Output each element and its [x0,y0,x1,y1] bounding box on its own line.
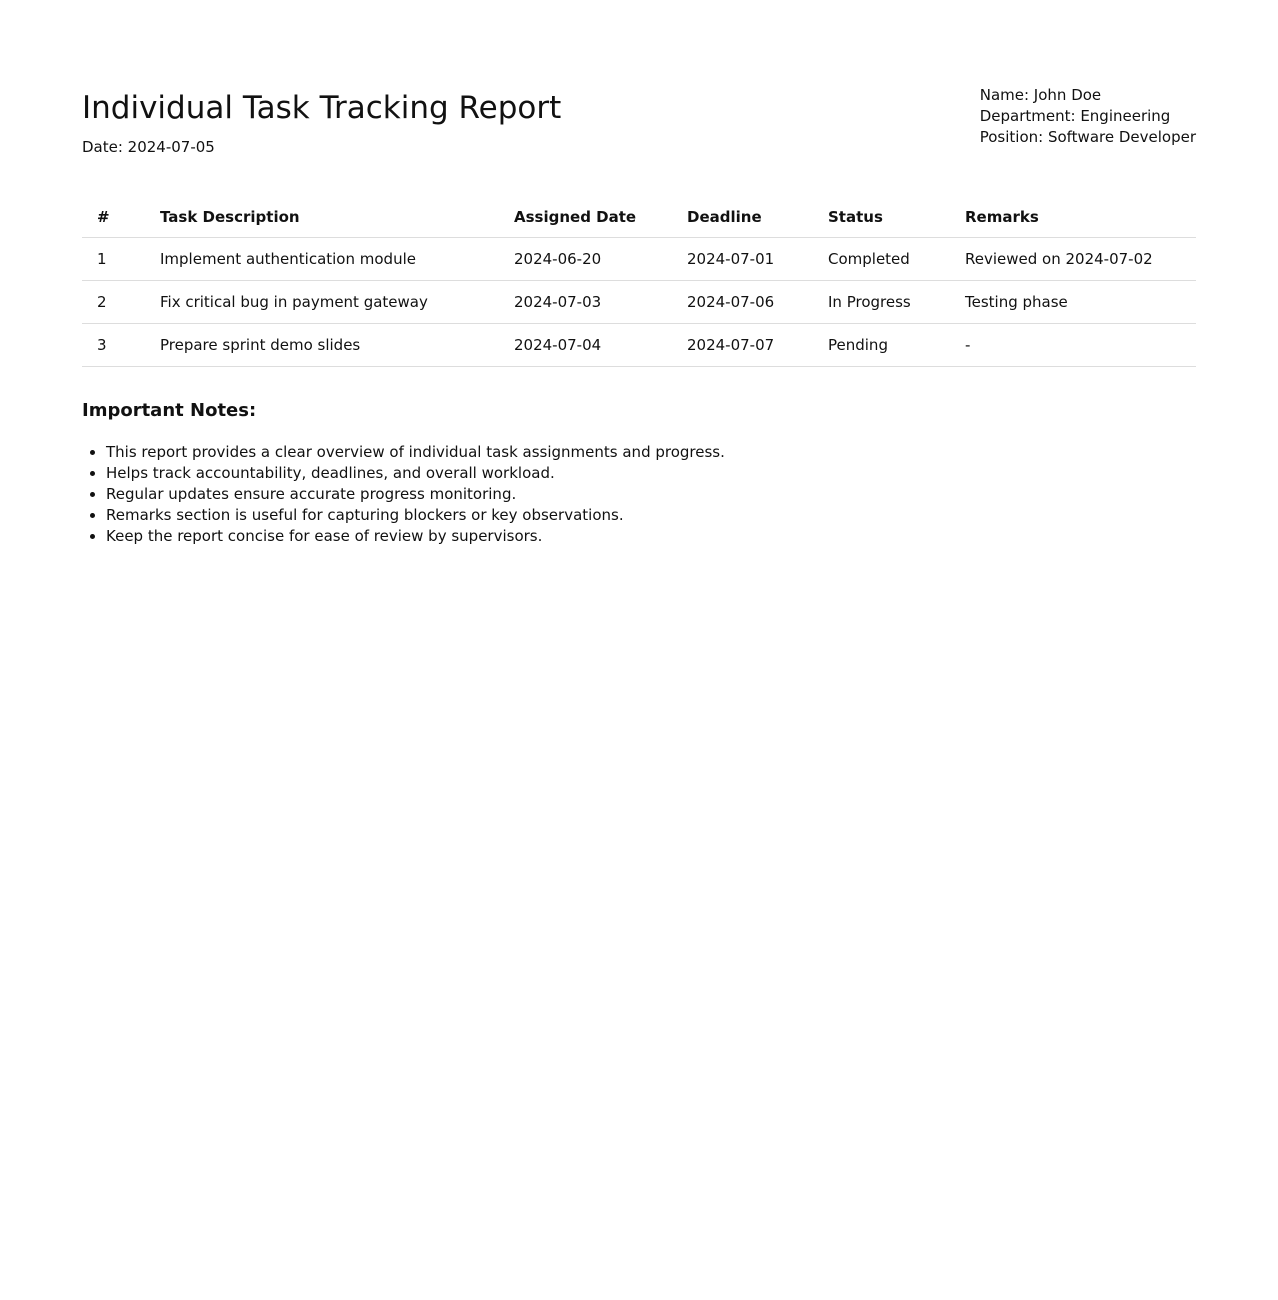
column-header-remarks: Remarks [950,196,1196,238]
list-item: • Remarks section is useful for capturing blockers or key observations. [106,505,1196,526]
column-header-status: Status [813,196,950,238]
table-row [82,238,1196,281]
cell-assigned-date: 2024-07-03 [499,281,672,324]
cell-status: Pending [813,324,950,367]
list-item: • Keep the report concise for ease of review by supervisors. [106,526,1196,547]
cell-remarks: Reviewed on 2024-07-02 [950,238,1196,281]
cell-assigned-date: 2024-07-04 [499,324,672,367]
notes-list [82,442,1196,547]
cell-task-description: Implement authentication module [145,238,499,281]
task-table [82,196,1196,367]
column-header-number: # [82,196,145,238]
cell-task-description: Prepare sprint demo slides [145,324,499,367]
cell-assigned-date: 2024-06-20 [499,238,672,281]
cell-deadline: 2024-07-01 [672,238,813,281]
report-title: Individual Task Tracking Report [82,90,562,126]
column-header-deadline: Deadline [672,196,813,238]
list-item: • Regular updates ensure accurate progress monitoring. [106,484,1196,505]
employee-info [980,85,1196,148]
report-page [82,0,1196,545]
employee-name: Name: John Doe [979,86,1102,104]
list-item: • This report provides a clear overview of individual task assignments and progress. [106,442,1196,463]
notes-section [82,398,1196,547]
column-header-assigned-date: Assigned Date [499,196,672,238]
cell-number: 1 [82,238,145,281]
column-header-task-description: Task Description [145,196,499,238]
cell-status: In Progress [813,281,950,324]
cell-number: 2 [82,281,145,324]
table-row [82,281,1196,324]
report-date: Date: 2024-07-05 [82,138,215,156]
table-header-row [82,196,1196,238]
table-row [82,324,1196,367]
cell-remarks: - [950,324,1196,367]
report-header [82,0,1196,196]
employee-department: Department: Engineering [979,107,1171,125]
cell-deadline: 2024-07-07 [672,324,813,367]
cell-remarks: Testing phase [950,281,1196,324]
list-item: • Helps track accountability, deadlines, and overall workload. [106,463,1196,484]
cell-task-description: Fix critical bug in payment gateway [145,281,499,324]
cell-number: 3 [82,324,145,367]
employee-position: Position: Software Developer [979,128,1196,146]
cell-deadline: 2024-07-06 [672,281,813,324]
cell-status: Completed [813,238,950,281]
notes-title: Important Notes: [82,400,257,421]
